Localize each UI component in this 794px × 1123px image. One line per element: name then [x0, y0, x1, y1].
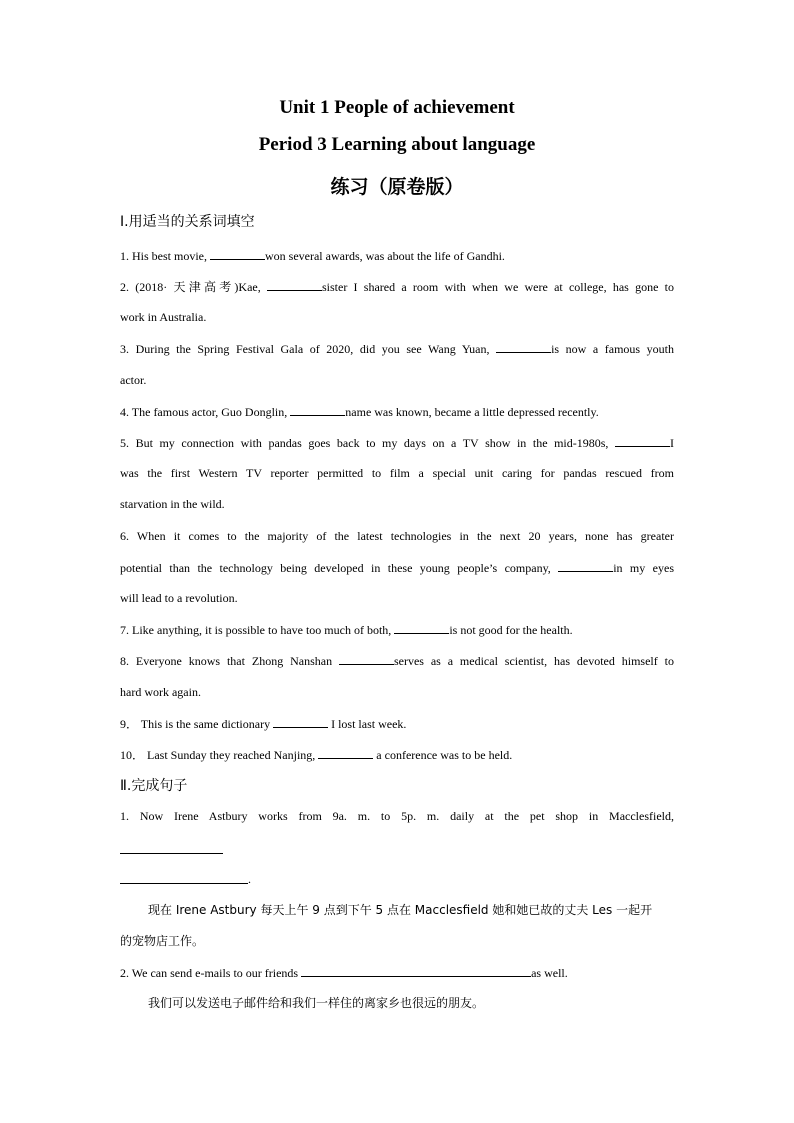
question-6: 6. When it comes to the majority of the latest technologies in the next 20 years, none has greater	[120, 529, 674, 543]
question-5-cont: was the first Western TV reporter permitted to film a special unit caring for pandas rescued from	[120, 466, 674, 480]
question-2: 2. (2018· 天津高考)Kae, sister I shared a room with when we were at college, has gone to	[120, 280, 674, 294]
question-3-cont: actor.	[120, 373, 147, 387]
question-6-cont2: will lead to a revolution.	[120, 591, 238, 605]
sentence-1: 1. Now Irene Astbury works from 9a. m. to 5p. m. daily at the pet shop in Macclesfield,	[120, 809, 674, 823]
question-1: 1. His best movie, won several awards, was about the life of Gandhi.	[120, 249, 505, 263]
question-4: 4. The famous actor, Guo Donglin, name was known, became a little depressed recently.	[120, 405, 599, 419]
answer-blank[interactable]	[339, 653, 394, 665]
question-5-cont2: starvation in the wild.	[120, 497, 225, 511]
sentence-2-translation: 我们可以发送电子邮件给和我们一样住的离家乡也很远的朋友。	[148, 996, 485, 1010]
unit-title: Unit 1 People of achievement	[279, 97, 515, 118]
answer-blank[interactable]	[394, 622, 449, 634]
answer-blank[interactable]	[496, 341, 551, 353]
answer-blank[interactable]	[558, 560, 613, 572]
answer-blank[interactable]	[120, 853, 223, 854]
section-2-heading: Ⅱ.完成句子	[120, 778, 188, 794]
question-9: 9． This is the same dictionary I lost last week.	[120, 717, 407, 731]
sentence-1-translation: 现在 Irene Astbury 每天上午 9 点到下午 5 点在 Macclesfield 她和她已故的丈夫 Les 一起开	[148, 903, 653, 917]
practice-title: 练习（原卷版）	[330, 176, 464, 198]
answer-blank[interactable]	[120, 883, 248, 884]
period-title: Period 3 Learning about language	[258, 134, 536, 155]
answer-blank[interactable]	[267, 279, 322, 291]
answer-blank[interactable]	[210, 248, 265, 260]
section-1-heading: Ⅰ.用适当的关系词填空	[120, 214, 255, 230]
answer-blank[interactable]	[290, 404, 345, 416]
question-8-cont: hard work again.	[120, 685, 201, 699]
answer-blank[interactable]	[318, 747, 373, 759]
answer-blank[interactable]	[301, 965, 531, 977]
answer-blank[interactable]	[615, 435, 670, 447]
question-3: 3. During the Spring Festival Gala of 2020, did you see Wang Yuan, is now a famous youth	[120, 342, 674, 356]
question-6-cont: potential than the technology being developed in these young people’s company, in my eyes	[120, 561, 674, 575]
sentence-1-period: .	[248, 872, 251, 886]
sentence-2: 2. We can send e-mails to our friends as well.	[120, 966, 568, 980]
answer-blank[interactable]	[273, 716, 328, 728]
question-5: 5. But my connection with pandas goes back to my days on a TV show in the mid-1980s, I	[120, 436, 674, 450]
question-7: 7. Like anything, it is possible to have too much of both, is not good for the health.	[120, 623, 573, 637]
sentence-1-translation-cont: 的宠物店工作。	[120, 934, 205, 948]
question-2-cont: work in Australia.	[120, 310, 207, 324]
question-10: 10． Last Sunday they reached Nanjing, a conference was to be held.	[120, 748, 513, 762]
question-8: 8. Everyone knows that Zhong Nanshan serves as a medical scientist, has devoted himself to	[120, 654, 674, 668]
